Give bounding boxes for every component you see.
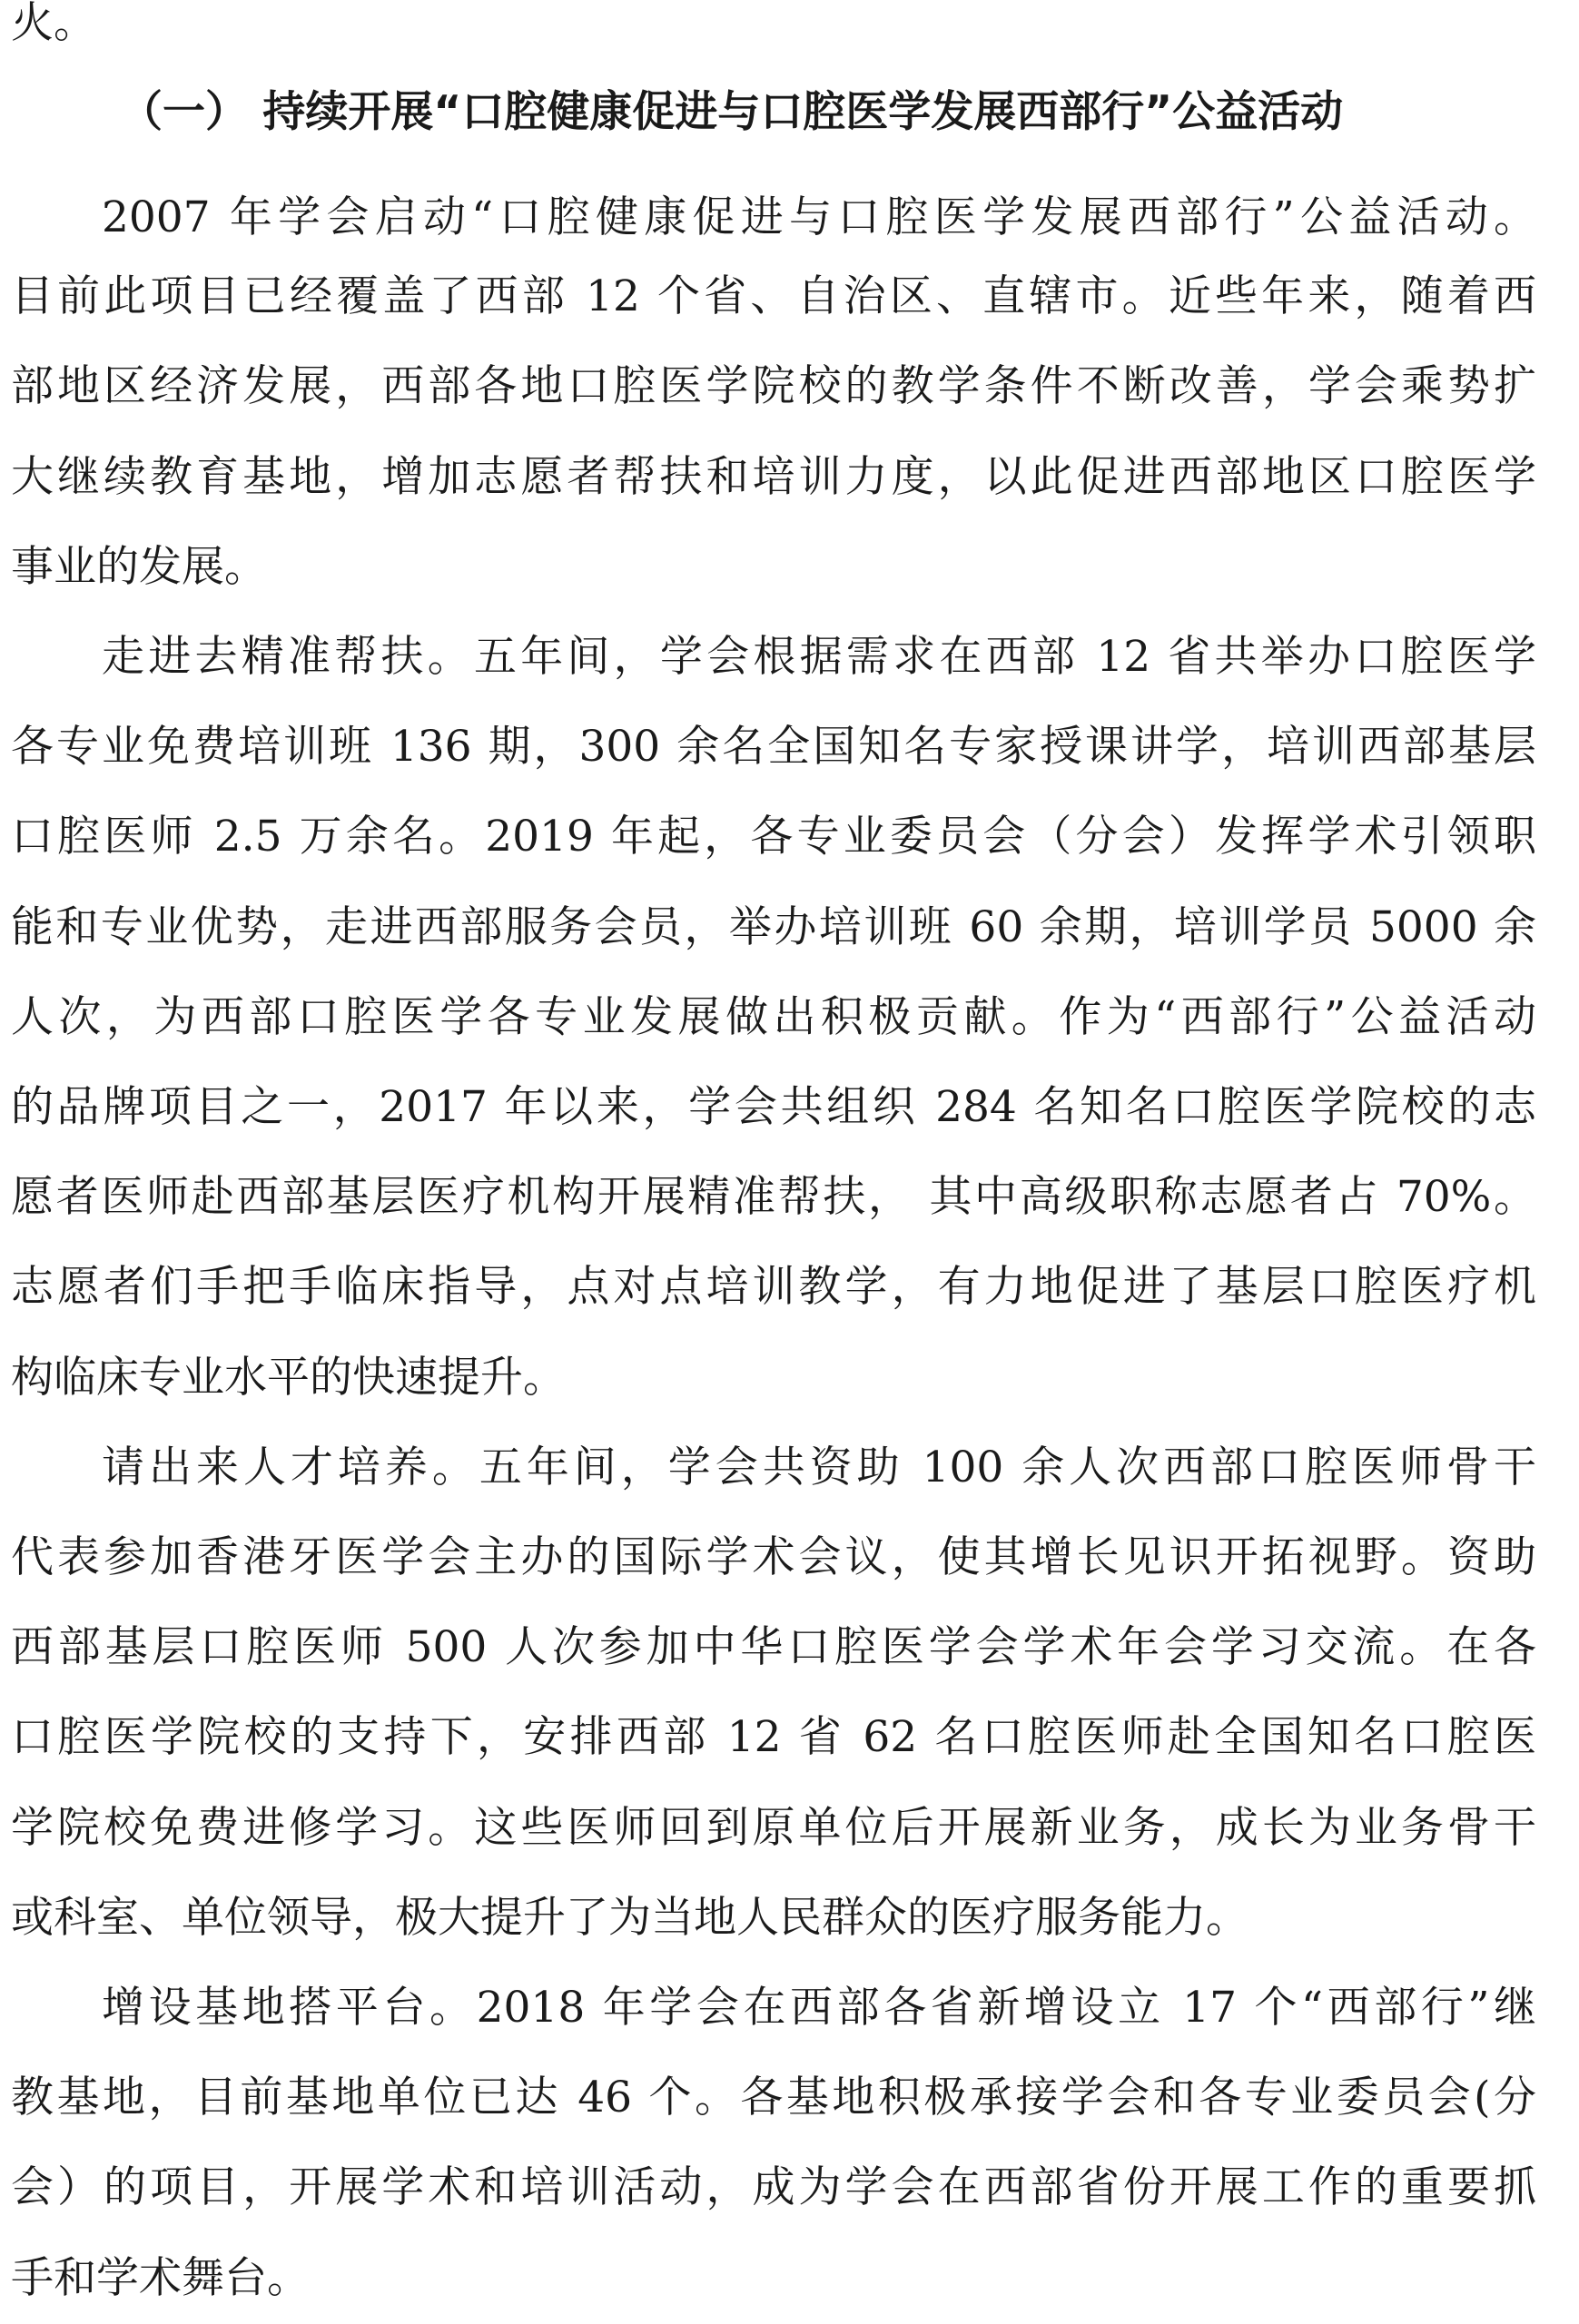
paragraph-2-line-2: 各专业免费培训班 136 期，300 余名全国知名专家授课讲学，培训西部基层 <box>11 722 1536 772</box>
paragraph-1-line-1: 2007 年学会启动“口腔健康促进与口腔医学发展西部行”公益活动。 <box>102 192 1536 242</box>
paragraph-4-line-1: 增设基地搭平台。2018 年学会在西部各省新增设立 17 个“西部行”继 <box>102 1983 1536 2033</box>
paragraph-3-line-1: 请出来人才培养。五年间，学会共资助 100 余人次西部口腔医师骨干 <box>102 1443 1536 1492</box>
paragraph-3-line-4: 口腔医学院校的支持下，安排西部 12 省 62 名口腔医师赴全国知名口腔医 <box>11 1712 1536 1762</box>
paragraph-2-line-1: 走进去精准帮扶。五年间，学会根据需求在西部 12 省共举办口腔医学 <box>102 632 1536 682</box>
paragraph-1-line-4: 大继续教育基地，增加志愿者帮扶和培训力度，以此促进西部地区口腔医学 <box>11 452 1536 502</box>
paragraph-2-line-7: 愿者医师赴西部基层医疗机构开展精准帮扶， 其中高级职称志愿者占 70%。 <box>11 1172 1536 1222</box>
paragraph-3-line-3: 西部基层口腔医师 500 人次参加中华口腔医学会学术年会学习交流。在各 <box>11 1622 1536 1672</box>
paragraph-2-line-6: 的品牌项目之一，2017 年以来，学会共组织 284 名知名口腔医学院校的志 <box>11 1082 1536 1132</box>
text-line-carryover: 火。 <box>11 0 96 48</box>
paragraph-3-line-2: 代表参加香港牙医学会主办的国际学术会议，使其增长见识开拓视野。资助 <box>11 1532 1536 1582</box>
paragraph-1-line-2: 目前此项目已经覆盖了西部 12 个省、自治区、直辖市。近些年来，随着西 <box>11 271 1536 321</box>
paragraph-2-line-4: 能和专业优势，走进西部服务会员，举办培训班 60 余期，培训学员 5000 余 <box>11 902 1536 952</box>
paragraph-4-line-2: 教基地，目前基地单位已达 46 个。各基地积极承接学会和各专业委员会(分 <box>11 2073 1536 2122</box>
paragraph-1-line-3: 部地区经济发展，西部各地口腔医学院校的教学条件不断改善，学会乘势扩 <box>11 361 1536 411</box>
paragraph-2-line-3: 口腔医师 2.5 万余名。2019 年起，各专业委员会（分会）发挥学术引领职 <box>11 812 1536 862</box>
paragraph-2-line-8: 志愿者们手把手临床指导，点对点培训教学，有力地促进了基层口腔医疗机 <box>11 1262 1536 1312</box>
paragraph-2-line-9: 构临床专业水平的快速提升。 <box>11 1353 566 1403</box>
paragraph-1-line-5: 事业的发展。 <box>11 542 267 592</box>
paragraph-4-line-3: 会）的项目，开展学术和培训活动，成为学会在西部省份开展工作的重要抓 <box>11 2162 1536 2212</box>
paragraph-3-line-6: 或科室、单位领导，极大提升了为当地人民群众的医疗服务能力。 <box>11 1893 1248 1943</box>
paragraph-4-line-4: 手和学术舞台。 <box>11 2253 310 2303</box>
paragraph-3-line-5: 学院校免费进修学习。这些医师回到原单位后开展新业务，成长为业务骨干 <box>11 1803 1536 1853</box>
section-heading: （一） 持续开展“口腔健康促进与口腔医学发展西部行”公益活动 <box>120 87 1344 137</box>
paragraph-2-line-5: 人次，为西部口腔医学各专业发展做出积极贡献。作为“西部行”公益活动 <box>11 992 1536 1042</box>
